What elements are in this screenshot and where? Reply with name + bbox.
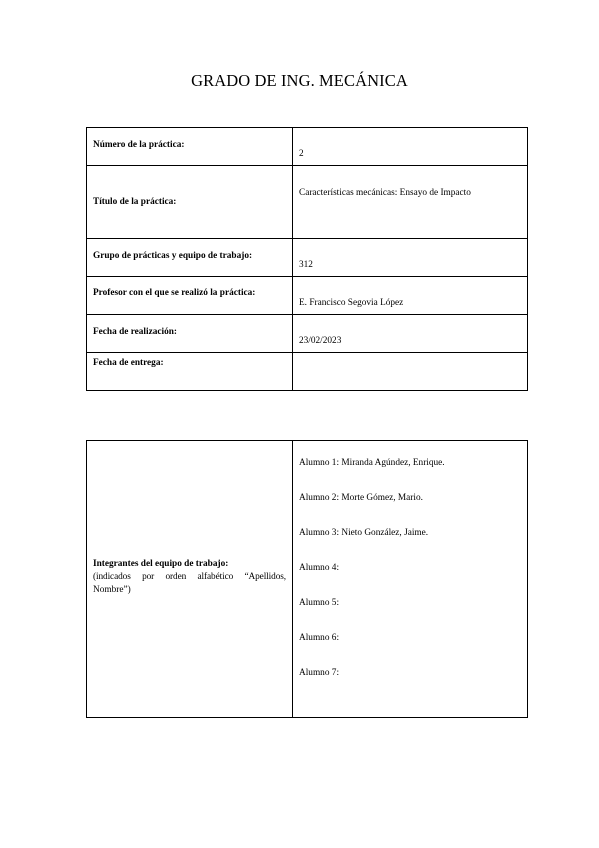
student-entry: Alumno 6:: [299, 633, 340, 643]
row-group: [87, 239, 528, 277]
date-done-value: [293, 315, 528, 353]
professor-label-text: Profesor con el que se realizó la práctica:: [93, 288, 256, 298]
group-label-text: Grupo de prácticas y equipo de trabajo:: [93, 251, 253, 261]
student-entry: Alumno 2: Morte Gómez, Mario.: [299, 493, 423, 503]
team-students-cell: [293, 441, 528, 718]
date-done-label-text: Fecha de realización:: [93, 327, 177, 337]
practice-info-table: [86, 127, 528, 391]
date-delivery-label-text: Fecha de entrega:: [93, 358, 164, 368]
date-delivery-value-text: [299, 353, 521, 373]
team-members-table: [86, 440, 528, 718]
date-done-label: [87, 315, 293, 353]
row-practice-title: [87, 166, 528, 239]
team-note-line2: Nombre”): [93, 585, 131, 595]
student-entry: Alumno 5:: [299, 598, 340, 608]
row-practice-number: [87, 128, 528, 166]
row-professor: [87, 277, 528, 315]
practice-title-label: [87, 166, 293, 239]
student-entry: Alumno 4:: [299, 563, 340, 573]
date-delivery-value: [293, 353, 528, 391]
professor-label: [87, 277, 293, 315]
practice-title-value: [293, 166, 528, 239]
practice-number-label-text: Número de la práctica:: [93, 140, 185, 150]
student-entry: Alumno 3: Nieto González, Jaime.: [299, 528, 429, 538]
team-label-cell: [87, 441, 293, 718]
team-note-line1: (indicados por orden alfabético “Apellidos,: [93, 572, 286, 582]
group-value: [293, 239, 528, 277]
student-list: [299, 441, 521, 702]
row-team-members: [87, 441, 528, 718]
practice-number-value: [293, 128, 528, 166]
document-title: GRADO DE ING. MECÁNICA: [191, 71, 408, 90]
professor-value: [293, 277, 528, 315]
row-date-done: [87, 315, 528, 353]
student-entry: Alumno 7:: [299, 668, 340, 678]
group-value-text: 312: [299, 260, 313, 270]
practice-title-label-text: Título de la práctica:: [93, 197, 177, 207]
student-entry: Alumno 1: Miranda Agúndez, Enrique.: [299, 458, 445, 468]
practice-number-value-text: 2: [299, 149, 304, 159]
date-done-value-text: 23/02/2023: [299, 336, 342, 346]
group-label: [87, 239, 293, 277]
row-date-delivery: [87, 353, 528, 391]
practice-number-label: [87, 128, 293, 166]
date-delivery-label: [87, 353, 293, 391]
professor-value-text: E. Francisco Segovia López: [299, 298, 404, 308]
practice-title-value-text: Características mecánicas: Ensayo de Impacto: [299, 188, 471, 198]
team-label: Integrantes del equipo de trabajo:: [93, 559, 229, 569]
